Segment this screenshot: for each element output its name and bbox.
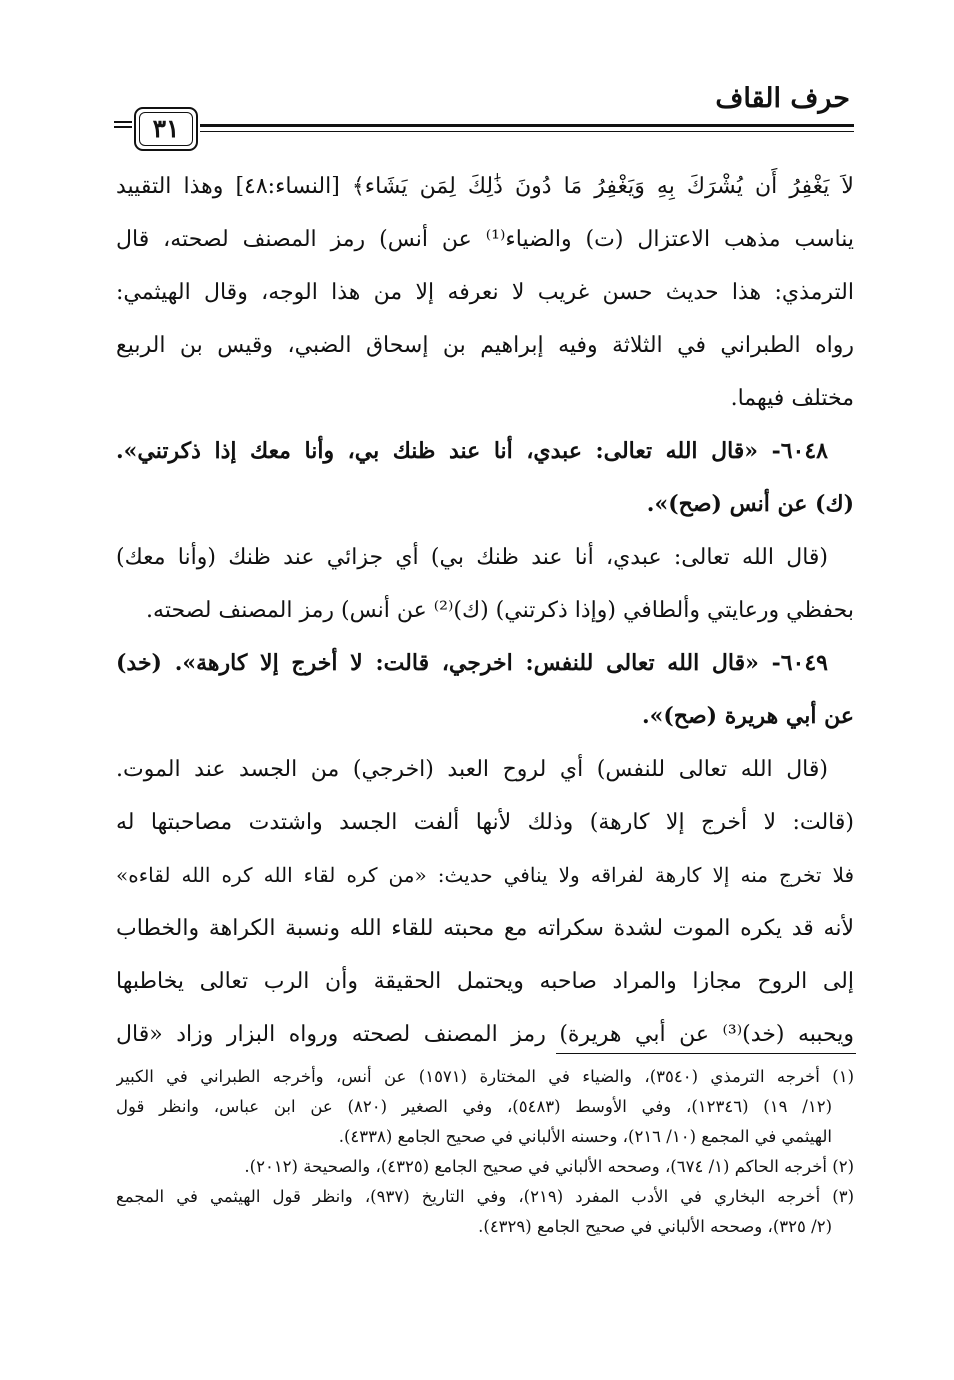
footnote-separator bbox=[556, 1053, 856, 1054]
footnote-1-cont: (١٢/ ١٩) (١٢٣٤٦)، وفي الأوسط (٥٤٨٣)، وفي الصغير (٨٢٠) عن ابن عباس، وانظر قول bbox=[116, 1097, 832, 1116]
hadith-6049-line: ٦٠٤٩- «قال الله تعالى للنفس: اخرجي، قالت: لا أخرج إلا كارهة». (خد) bbox=[116, 650, 828, 676]
header-rule bbox=[200, 124, 854, 127]
footnote-1: (١) أخرجه الترمذي (٣٥٤٠)، والضياء في المختارة (١٥٧١) عن أنس، وأخرجه الطبراني في الكبير bbox=[116, 1067, 854, 1086]
footnotes-block bbox=[116, 1062, 854, 1242]
footnote-3-cont: (٢/ ٣٢٥)، وصححه الألباني في صحيح الجامع (٤٣٢٩). bbox=[478, 1217, 832, 1236]
text-line: يناسب مذهب الاعتزال (ت) والضياء⁽¹⁾ عن أنس) رمز المصنف لصحته، قال bbox=[116, 227, 854, 252]
footnote-1-cont: الهيثمي في المجمع (١٠/ ٢١٦)، وحسنه الألباني في صحيح الجامع (٤٣٣٨). bbox=[338, 1127, 832, 1146]
footnote-2: (٢) أخرجه الحاكم (١/ ٦٧٤)، وصححه الألباني في صحيح الجامع (٤٣٢٥)، والصحيحة (٢٠١٢). bbox=[244, 1157, 854, 1176]
text-line: لاَ يَغْفِرُ أَن يُشْرَكَ بِهِ وَيَغْفِرُ مَا دُونَ ذَٰلِكَ لِمَن يَشَاء﴾ [النساء:٤٨] وهذا التقييد bbox=[116, 174, 854, 199]
hadith-6048-line: ٦٠٤٨- «قال الله تعالى: عبدي، أنا عند ظنك بي، وأنا معك إذا ذكرتني». bbox=[116, 438, 828, 464]
header-rule-thin bbox=[200, 131, 854, 132]
text-line: الترمذي: هذا حديث حسن غريب لا نعرفه إلا من هذا الوجه، وقال الهيثمي: bbox=[116, 280, 854, 305]
header-ornament bbox=[114, 121, 132, 135]
text-line: لأنه قد يكره الموت لشدة سكراته مع محبته للقاء الله ونسبة الكراهة والخطاب bbox=[116, 916, 854, 941]
text-line: فلا تخرج منه إلا كارهة لفراقه ولا ينافي حديث: «من كره لقاء الله كره الله لقاءه» bbox=[116, 863, 854, 887]
text-line: رواه الطبراني في الثلاثة وفيه إبراهيم بن إسحاق الضبي، وقيس بن الربيع bbox=[116, 333, 854, 358]
hadith-6048-source: (ك) عن أنس (صح)». bbox=[646, 491, 854, 517]
text-line: (قال الله تعالى للنفس) أي لروح العبد (اخرجي) من الجسد عند الموت. bbox=[116, 757, 828, 782]
text-line: بحفظي ورعايتي وألطافي (وإذا ذكرتني) (ك)⁽²⁾ عن أنس) رمز المصنف لصحته. bbox=[146, 598, 854, 623]
hadith-6049-source: عن أبي هريرة (صح)». bbox=[641, 703, 854, 729]
text-line: مختلف فيهما. bbox=[730, 386, 854, 411]
main-text-block bbox=[116, 160, 854, 1061]
text-line: (قال الله تعالى: عبدي، أنا عند ظنك بي) أي جزائي عند ظنك (وأنا معك) bbox=[116, 545, 828, 570]
text-line: ويحببه (خد)⁽³⁾ عن أبي هريرة) رمز المصنف لصحته ورواه البزار وزاد «قال bbox=[116, 1022, 854, 1047]
text-line: إلى الروح مجازا والمراد صاحبه ويحتمل الحقيقة وأن الرب تعالى يخاطبها bbox=[116, 969, 854, 994]
page-number: ٣١ bbox=[134, 107, 198, 151]
text-line: (قالت: لا أخرج إلا كارهة) وذلك لأنها ألفت الجسد واشتدت مصاحبتها له bbox=[116, 810, 854, 835]
footnote-3: (٣) أخرجه البخاري في الأدب المفرد (٢١٩)، وفي التاريخ (٩٣٧)، وانظر قول الهيثمي في المجمع bbox=[116, 1187, 854, 1206]
page-header-title: حرف القاف bbox=[715, 83, 850, 114]
